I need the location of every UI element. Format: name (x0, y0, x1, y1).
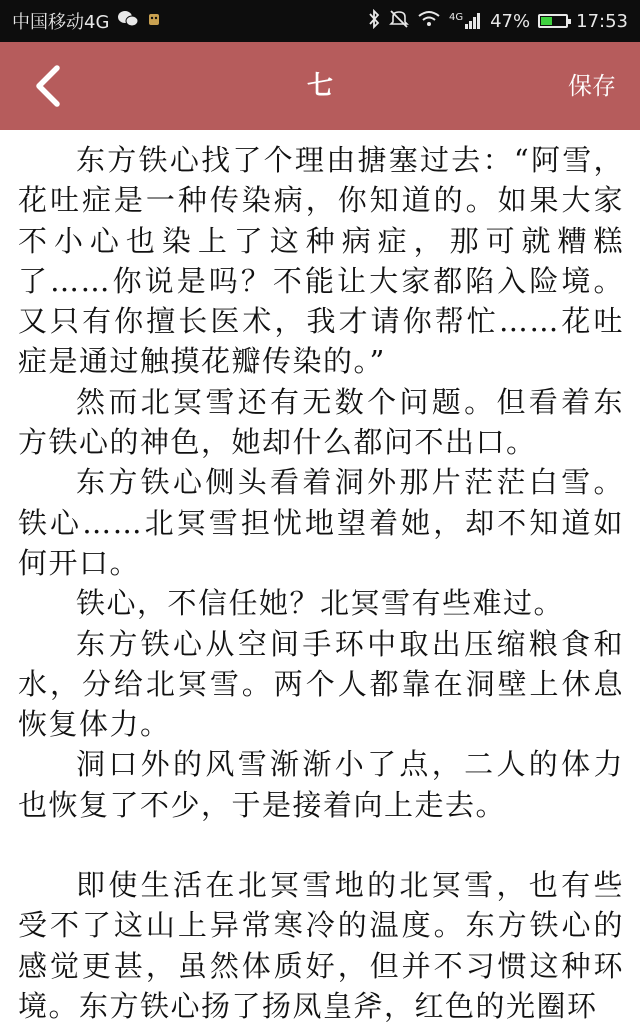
status-bar-left (12, 8, 161, 34)
article-content (18, 140, 624, 1026)
paragraph: 然而北冥雪还有无数个问题。但看着东方铁心的神色，她却什么都问不出口。 (18, 384, 624, 460)
battery-percent: 47% (490, 10, 531, 32)
network-type-label: 4G (448, 12, 464, 23)
status-bar-right (367, 9, 628, 33)
wifi-icon (417, 10, 441, 32)
save-button[interactable]: 保存 (568, 72, 616, 100)
page-title: 七 (306, 71, 333, 101)
signal-icon (449, 12, 482, 30)
mute-icon (389, 9, 409, 33)
paragraph: 东方铁心侧头看着洞外那片茫茫白雪。铁心……北冥雪担忧地望着她，却不知道如何开口。 (18, 465, 624, 580)
carrier-label: 中国移动4G (12, 12, 110, 33)
battery-level (541, 17, 552, 25)
paragraph: 洞口外的风雪渐渐小了点，二人的体力也恢复了不少，于是接着向上走去。 (18, 747, 624, 822)
paragraph: 铁心，不信任她？北冥雪有些难过。 (76, 586, 565, 621)
notification-icon (147, 11, 161, 31)
paragraph: 东方铁心找了个理由搪塞过去：“阿雪，花吐症是一种传染病，你知道的。如果大家不小心也染上了这种病症，那可就糟糕了……你说是吗？不能让大家都陷入险境。又只有你擅长医术，我才请你帮忙……花吐症是通过触摸花瓣传染的。” (18, 143, 624, 379)
wechat-icon (117, 10, 139, 32)
clock: 17:53 (576, 10, 628, 32)
paragraph: 即使生活在北冥雪地的北冥雪，也有些受不了这山上异常寒冷的温度。东方铁心的感觉更甚，虽然体质好，但并不习惯这种环境。东方铁心扬了扬凤皇斧，红色的光圈环 (18, 868, 624, 1023)
bluetooth-icon (367, 9, 381, 33)
paragraph-gap (18, 825, 624, 865)
chevron-left-icon (31, 64, 65, 108)
app-bar (0, 42, 640, 130)
status-bar (0, 0, 640, 42)
back-button[interactable] (22, 60, 74, 112)
battery-icon (538, 14, 568, 28)
paragraph: 东方铁心从空间手环中取出压缩粮食和水，分给北冥雪。两个人都靠在洞壁上休息恢复体力。 (18, 626, 624, 742)
